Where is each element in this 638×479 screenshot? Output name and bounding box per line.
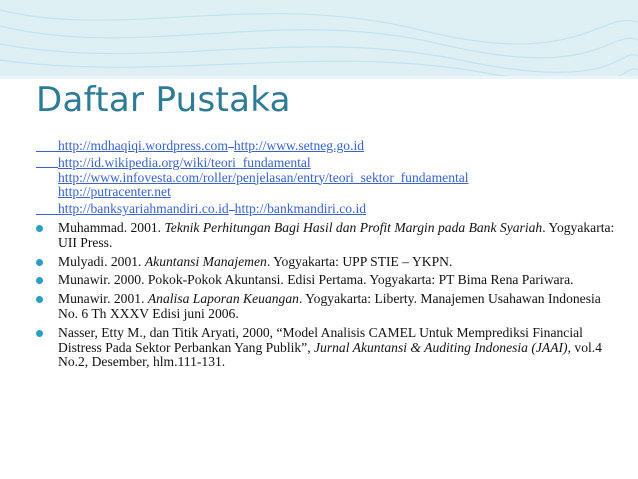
ref-text: Muhammad. 2001. (58, 219, 165, 235)
reference-item (34, 255, 624, 270)
bullet-icon (36, 296, 43, 303)
reference-item (34, 326, 624, 370)
header-band (0, 0, 638, 78)
ref-title: Teknik Perhitungan Bagi Hasil dan Profit Margin pada Bank Syariah (164, 219, 543, 235)
link-bankmandiri[interactable]: http://bankmandiri.co.id (234, 201, 367, 217)
link-row (34, 202, 624, 217)
link-wikipedia[interactable]: http://id.wikipedia.org/wiki/teori_fundamental (58, 154, 311, 170)
link-banksyariahmandiri[interactable]: http://banksyariahmandiri.co.id (58, 201, 229, 217)
ref-text: Munawir. 2000. Pokok-Pokok Akuntansi. Edisi Pertama. Yogyakarta: PT Bima Rena Pariwara. (58, 272, 574, 288)
reference-list (34, 139, 624, 374)
ref-text: . Yogyakarta: UII Press. (58, 219, 615, 250)
reference-item (34, 292, 624, 322)
ref-title: Jurnal Akuntansi & Auditing Indonesia (JAAI) (314, 339, 568, 355)
ref-title: Analisa Laporan Keuangan (147, 291, 299, 307)
link-putracenter[interactable]: http://putracenter.net (58, 184, 171, 200)
ref-text: Nasser, Etty M., dan Titik Aryati, 2000, “Model Analisis CAMEL Untuk Memprediksi Financial Distress Pada Sektor Perbankan Yang Publik”, (58, 324, 583, 355)
link-setneg[interactable]: http://www.setneg.go.id (233, 138, 365, 153)
link-underline-lead (36, 214, 58, 215)
reference-item (34, 273, 624, 288)
ref-text: . Yogyakarta: Liberty. Manajemen Usahawan Indonesia No. 6 Th XXXV Edisi juni 2006. (58, 291, 601, 321)
link-mdhaqiqi[interactable]: http://mdhaqiqi.wordpress.com (58, 138, 228, 153)
bullet-icon (36, 277, 43, 284)
ref-text: Munawir. 2001. (58, 291, 148, 307)
ref-title: Akuntansi Manajemen (144, 253, 267, 269)
ref-text: , vol.4 No.2, Desember, hlm.111-131. (58, 339, 602, 370)
link-row (34, 156, 624, 200)
bullet-icon (36, 259, 43, 266)
bullet-icon (36, 330, 43, 337)
link-underline-lead (36, 167, 58, 168)
link-infovesta[interactable]: http://www.infovesta.com/roller/penjelasan/entry/teori_sektor_fundamental (58, 169, 469, 185)
header-divider (0, 76, 638, 79)
ref-text: . Yogyakarta: UPP STIE – YKPN. (266, 253, 453, 269)
link-underline-lead (36, 151, 58, 152)
decorative-wave-pattern (0, 0, 638, 78)
link-row (34, 139, 624, 154)
ref-text: Mulyadi. 2001. (58, 253, 145, 269)
bullet-icon (36, 225, 43, 232)
reference-item (34, 221, 624, 251)
slide-title: Daftar Pustaka (36, 80, 291, 120)
